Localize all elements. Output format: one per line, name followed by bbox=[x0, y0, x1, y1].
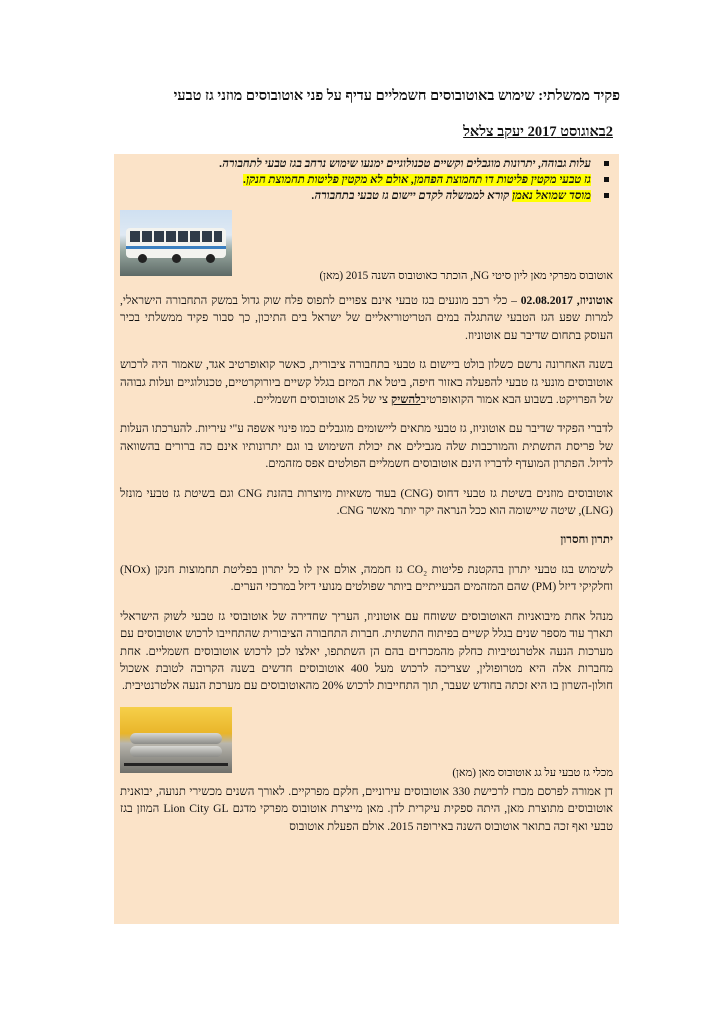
paragraph: אוטובוסים מוזנים בשיטת גז טבעי דחוס (CNG) בעוד משאיות מיוצרות בהזנת CNG וגם בשיטת גז טבעי מונזל (LNG), שיטה שיישומה הוא ככל הנראה יקר יותר מאשר CNG. bbox=[120, 486, 614, 518]
article-body bbox=[120, 156, 613, 847]
bullet-icon bbox=[604, 193, 609, 198]
paragraph: לדברי הפקיד שדיבר עם אוטוניוז, גז טבעי מתאים ליישומים מוגבלים כמו פינוי אשפה ע"י עיריות. להערכתו העלות של פריסת התשתית והמורכבות שלה מגבילים את יכולת השימוש בו וגם יתרונותיו אינם כה ברורים בהשוואה לדיזל. הפתרון המועדף לדבריו הינם אוטובוסים חשמליים הפולטים אפס מזהמים. bbox=[120, 422, 613, 471]
summary-bullet: גז טבעי מקטין פליטות דו תחמוצת הפחמן, אולם לא מקטין פליטות תחמוצת חנקן. bbox=[120, 172, 613, 188]
paragraph: דן אמורה לפרסם מכרז לרכישת 330 אוטובוסים עירוניים, חלקם מפרקיים. לאורך השנים מכשירי תנועה, יבואנית אוטובוסים מתוצרת מאן, היתה ספקית עיקרית לדן. מאן מייצרת אוטובוס מפרקי מדגם Lion City GL המוזן בגז טבעי ואף זכה בתואר אוטובוס השנה באירופה 2015. אולם הפעלת אוטובוס bbox=[120, 784, 613, 833]
summary-bullet: מוסד שמואל נאמן קורא לממשלה לקדם יישום גז טבעי בתחבורה. bbox=[120, 188, 613, 204]
gas-tanks-photo bbox=[120, 707, 232, 773]
gas-tanks-caption: מכלי גז טבעי על גג אוטובוס מאן (מאן) bbox=[452, 766, 613, 779]
section-heading: יתרון וחסרון bbox=[560, 533, 613, 547]
summary-bullets bbox=[120, 156, 613, 204]
bullet-icon bbox=[604, 161, 609, 166]
launch-link[interactable]: להשיק bbox=[391, 393, 421, 407]
bullet-icon bbox=[604, 177, 609, 182]
bus-photo bbox=[120, 210, 232, 276]
paragraph: בשנה האחרונה נרשם כשלון בולט ביישום גז טבעי בתחבורה ציבורית, כאשר קואופרטיב אגד, שאמור היה לרכוש אוטובוסים מונעי גז טבעי להפעלה באזור חיפה, ביטל את המיזם בגלל קשיים ביורוקרטיים, טכנולוגיים ועלות גבוהה של הפרויקט. בשבוע הבא אמור הקואופרטיבלהשיק צי של 25 אוטובוסים חשמליים. bbox=[120, 358, 613, 407]
dateline: אוטוניוז, 02.08.2017 bbox=[520, 294, 613, 307]
summary-bullet: עלות גבוהה, יתרונות מוגבלים וקשיים טכנולוגיים ימנעו שימוש נרחב בגז טבעי לתחבורה. bbox=[120, 156, 613, 172]
photo-bus-figure bbox=[120, 210, 613, 286]
bus-photo-caption: אוטובוס מפרקי מאן ליון סיטי NG, הוכתר כאוטובוס השנה 2015 (מאן) bbox=[319, 270, 613, 282]
paragraph: אוטוניוז, 02.08.2017 – כלי רכב מונעים בגז טבעי אינם צפויים לתפוס פלח שוק גדול במשק התחבורה הישראלי, למרות שפע הגז הטבעי שהתגלה במים הטריטוריאליים של ישראל בים התיכון, כך סבור פקיד ממשלתי בכיר העוסק בתחום שדיבר עם אוטוניוז. bbox=[120, 294, 613, 342]
paragraph: מנהל אחת מיבואניות האוטובוסים ששוחח עם אוטוניוז, העריך שחדירה של אוטובוסי גז טבעי לשוק הישראלי תארך עוד מספר שנים בגלל קשיים בפיתוח התשתית. חברות התחבורה הציבורית שהתחייבו לרכוש אוטובוסים עם מערכות הנעה אלטרנטיביות כחלק מהמכרזים בהם הן השתתפו, יאלצו לכן לרכוש אוטובוסים חשמליים. אחת מחברות אלה היא מטרופולין, שצריכה לרכוש מעל 400 אוטובוסים חדשים בשנה הקרובה לטובת אשכול חולון-השרון בו היא זכתה בחודש שעבר, תוך התחייבות לרכוש 20% מהאוטובוסים עם מערכת הנעה אלטרנטיבית. bbox=[120, 609, 613, 693]
article-byline: 2באוגוסט 2017 יעקב צלאל bbox=[463, 124, 613, 140]
photo-tanks-figure bbox=[120, 707, 613, 781]
article-title: פקיד ממשלתי: שימוש באוטובוסים חשמליים עדיף על פני אוטובוסים מוזני גז טבעי bbox=[173, 88, 620, 104]
paragraph: לשימוש בגז טבעי יתרון בהקטנת פליטות CO₂ גז חממה, אולם אין לו כל יתרון בפליטת תחמוצות חנקן (NOx) וחלקיקי דיזל (PM) שהם המזהמים הבעייתיים ביותר שפולטים מנועי דיזל במרכזי הערים. bbox=[120, 562, 613, 594]
